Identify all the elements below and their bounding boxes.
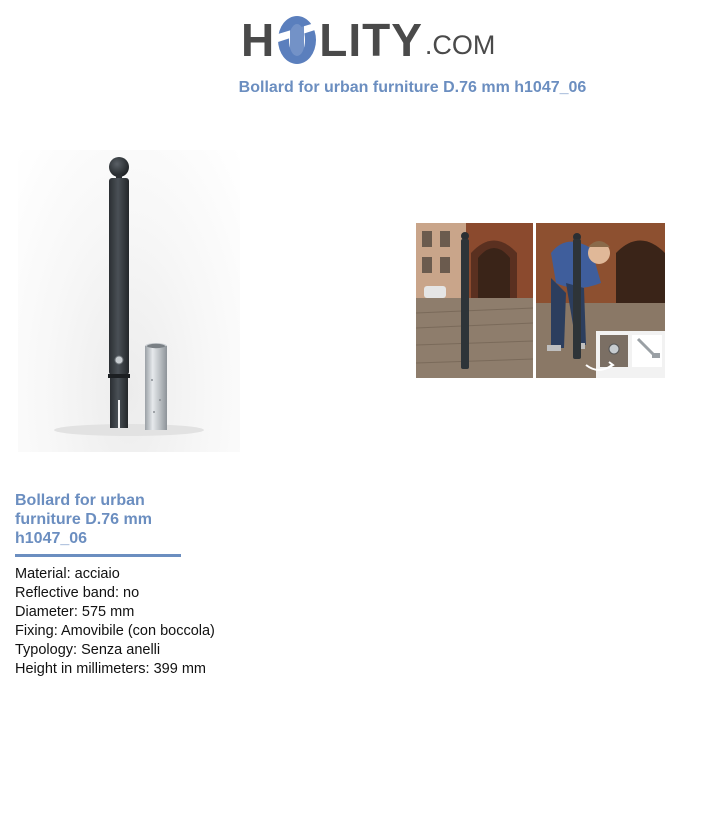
spec-label: Material: [15, 566, 67, 582]
page-title: Bollard for urban furniture D.76 mm h1047_06: [238, 79, 587, 96]
spec-value: Amovibile (con boccola): [60, 623, 215, 639]
spec-label: Typology: [15, 642, 74, 658]
logo-letter-h: H: [241, 14, 276, 66]
spec-value: no: [123, 585, 140, 601]
title-divider: [15, 554, 181, 557]
spec-label: Reflective band: [15, 585, 115, 601]
spec-reflective-band: Reflective band: no: [15, 585, 140, 601]
logo-com: .COM: [424, 30, 496, 60]
spec-value: 575 mm: [81, 604, 135, 620]
spec-list: [15, 565, 215, 679]
spec-label: Fixing: [15, 623, 54, 639]
spec-height: Height in millimeters: 399 mm: [15, 661, 206, 677]
spec-typology: Typology: Senza anelli: [15, 642, 161, 658]
product-title: Bollard for urban furniture D.76 mm h1047_06: [15, 492, 152, 547]
logo-o-icon: [276, 14, 318, 66]
spec-diameter: Diameter: 575 mm: [15, 604, 135, 620]
spec-value: acciaio: [74, 566, 120, 582]
bollard-installation-photo: [416, 223, 665, 378]
site-logo[interactable]: [241, 10, 495, 70]
spec-label: Diameter: [15, 604, 74, 620]
spec-material: Material: acciaio: [15, 566, 120, 582]
spec-value: Senza anelli: [81, 642, 161, 658]
spec-value: 399 mm: [153, 661, 206, 677]
spec-fixing: Fixing: Amovibile (con boccola): [15, 623, 215, 639]
gallery-image[interactable]: [416, 223, 665, 378]
bollard-product-photo: [18, 150, 240, 452]
spec-label: Height in millimeters: [15, 661, 146, 677]
main-product-image[interactable]: [18, 150, 240, 452]
logo-letters-lity: LITY: [319, 14, 423, 66]
